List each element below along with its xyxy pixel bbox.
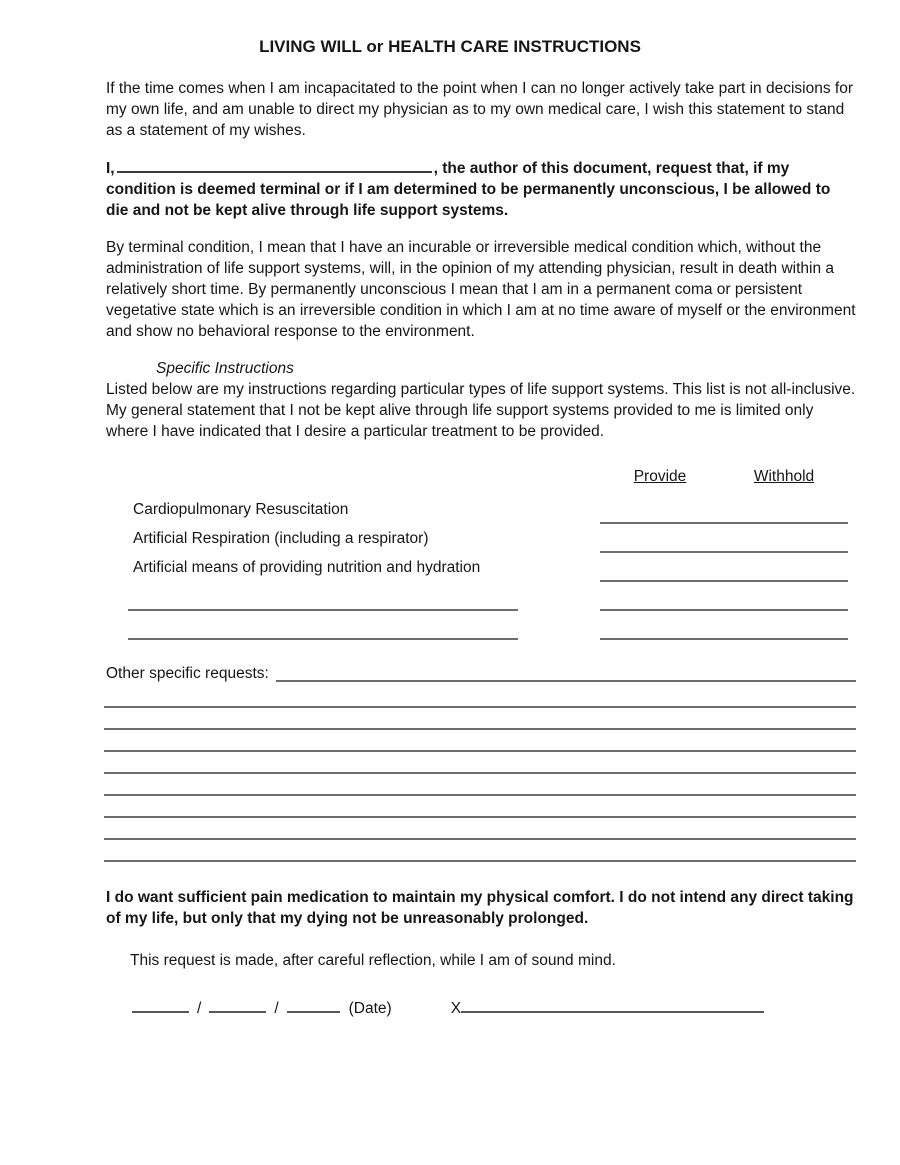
signature-group bbox=[451, 997, 764, 1019]
treatment-label-nutrition: Artificial means of providing nutrition and hydration bbox=[133, 559, 481, 576]
date-separator: / bbox=[197, 1000, 202, 1017]
blank-writing-line[interactable] bbox=[104, 840, 856, 862]
pain-medication-statement: I do want sufficient pain medication to maintain my physical comfort. I do not intend any direct taking of my life, but only that my dying not be unreasonably prolonged. bbox=[106, 889, 854, 927]
date-month-blank[interactable] bbox=[132, 997, 189, 1013]
other-requests-label: Other specific requests: bbox=[106, 665, 269, 682]
author-declaration-suffix: , the author of this document, request that, if my condition is deemed terminal or if I am determined to be permanently unconscious, I be allowed to die and not be kept alive through life support systems. bbox=[106, 160, 831, 219]
table-row-blank bbox=[106, 582, 856, 611]
treatment-label-cpr: Cardiopulmonary Resuscitation bbox=[133, 501, 349, 518]
blank-writing-line[interactable] bbox=[104, 686, 856, 708]
sound-mind-statement: This request is made, after careful reflection, while I am of sound mind. bbox=[130, 952, 616, 969]
date-label: (Date) bbox=[348, 1000, 392, 1017]
blank-writing-line[interactable] bbox=[104, 774, 856, 796]
blank-writing-line[interactable] bbox=[104, 708, 856, 730]
blank-writing-line[interactable] bbox=[104, 730, 856, 752]
table-row bbox=[106, 553, 856, 582]
withhold-column-header: Withhold bbox=[753, 468, 815, 485]
signature-x-mark: X bbox=[450, 1000, 462, 1017]
provide-column-header: Provide bbox=[633, 468, 687, 485]
blank-writing-line[interactable] bbox=[104, 752, 856, 774]
blank-writing-line[interactable] bbox=[104, 796, 856, 818]
other-requests-writing-area bbox=[106, 686, 856, 862]
table-row bbox=[106, 495, 856, 524]
treatment-label-respiration: Artificial Respiration (including a respirator) bbox=[133, 530, 429, 547]
treatment-name-blank[interactable] bbox=[128, 637, 518, 640]
table-row bbox=[106, 524, 856, 553]
treatment-name-blank[interactable] bbox=[128, 608, 518, 611]
date-year-blank[interactable] bbox=[287, 997, 340, 1013]
provide-withhold-blank[interactable] bbox=[600, 608, 848, 611]
date-separator: / bbox=[274, 1000, 279, 1017]
specific-instructions-heading: Specific Instructions bbox=[156, 360, 294, 377]
blank-writing-line[interactable] bbox=[104, 818, 856, 840]
provide-withhold-blank[interactable] bbox=[600, 550, 848, 553]
other-requests-blank[interactable] bbox=[276, 679, 856, 682]
provide-withhold-blank[interactable] bbox=[600, 637, 848, 640]
provide-withhold-blank[interactable] bbox=[600, 579, 848, 582]
instructions-intro-paragraph: Listed below are my instructions regarding particular types of life support systems. This list is not all-inclusive. My general statement that I not be kept alive through life support systems provided to me is limited only where I have indicated that I desire a particular treatment to be provided. bbox=[106, 381, 856, 440]
provide-withhold-blank[interactable] bbox=[600, 521, 848, 524]
page-title: LIVING WILL or HEALTH CARE INSTRUCTIONS bbox=[259, 37, 641, 56]
table-row-blank bbox=[106, 611, 856, 640]
author-name-blank[interactable] bbox=[117, 157, 432, 173]
author-declaration bbox=[106, 157, 856, 221]
signature-line[interactable] bbox=[461, 997, 764, 1013]
date-day-blank[interactable] bbox=[209, 997, 266, 1013]
date-signature-row bbox=[106, 997, 856, 1019]
intro-paragraph: If the time comes when I am incapacitated to the point when I can no longer actively take part in decisions for my own life, and am unable to direct my physician as to my own medical care, I wish this statement to stand as a statement of my wishes. bbox=[106, 80, 853, 139]
other-requests-row bbox=[106, 663, 856, 684]
terminal-definition-paragraph: By terminal condition, I mean that I have an incurable or irreversible medical condition which, without the administration of life support systems, will, in the opinion of my attending physician, result in death within a relatively short time. By permanently unconscious I mean that I am in a permanent coma or persistent vegetative state which is an irreversible condition in which I am at no time aware of myself or the environment and show no behavioral response to the environment. bbox=[106, 239, 856, 340]
table-header-row bbox=[106, 466, 856, 487]
life-support-table bbox=[106, 466, 856, 640]
author-declaration-prefix: I, bbox=[106, 160, 115, 177]
